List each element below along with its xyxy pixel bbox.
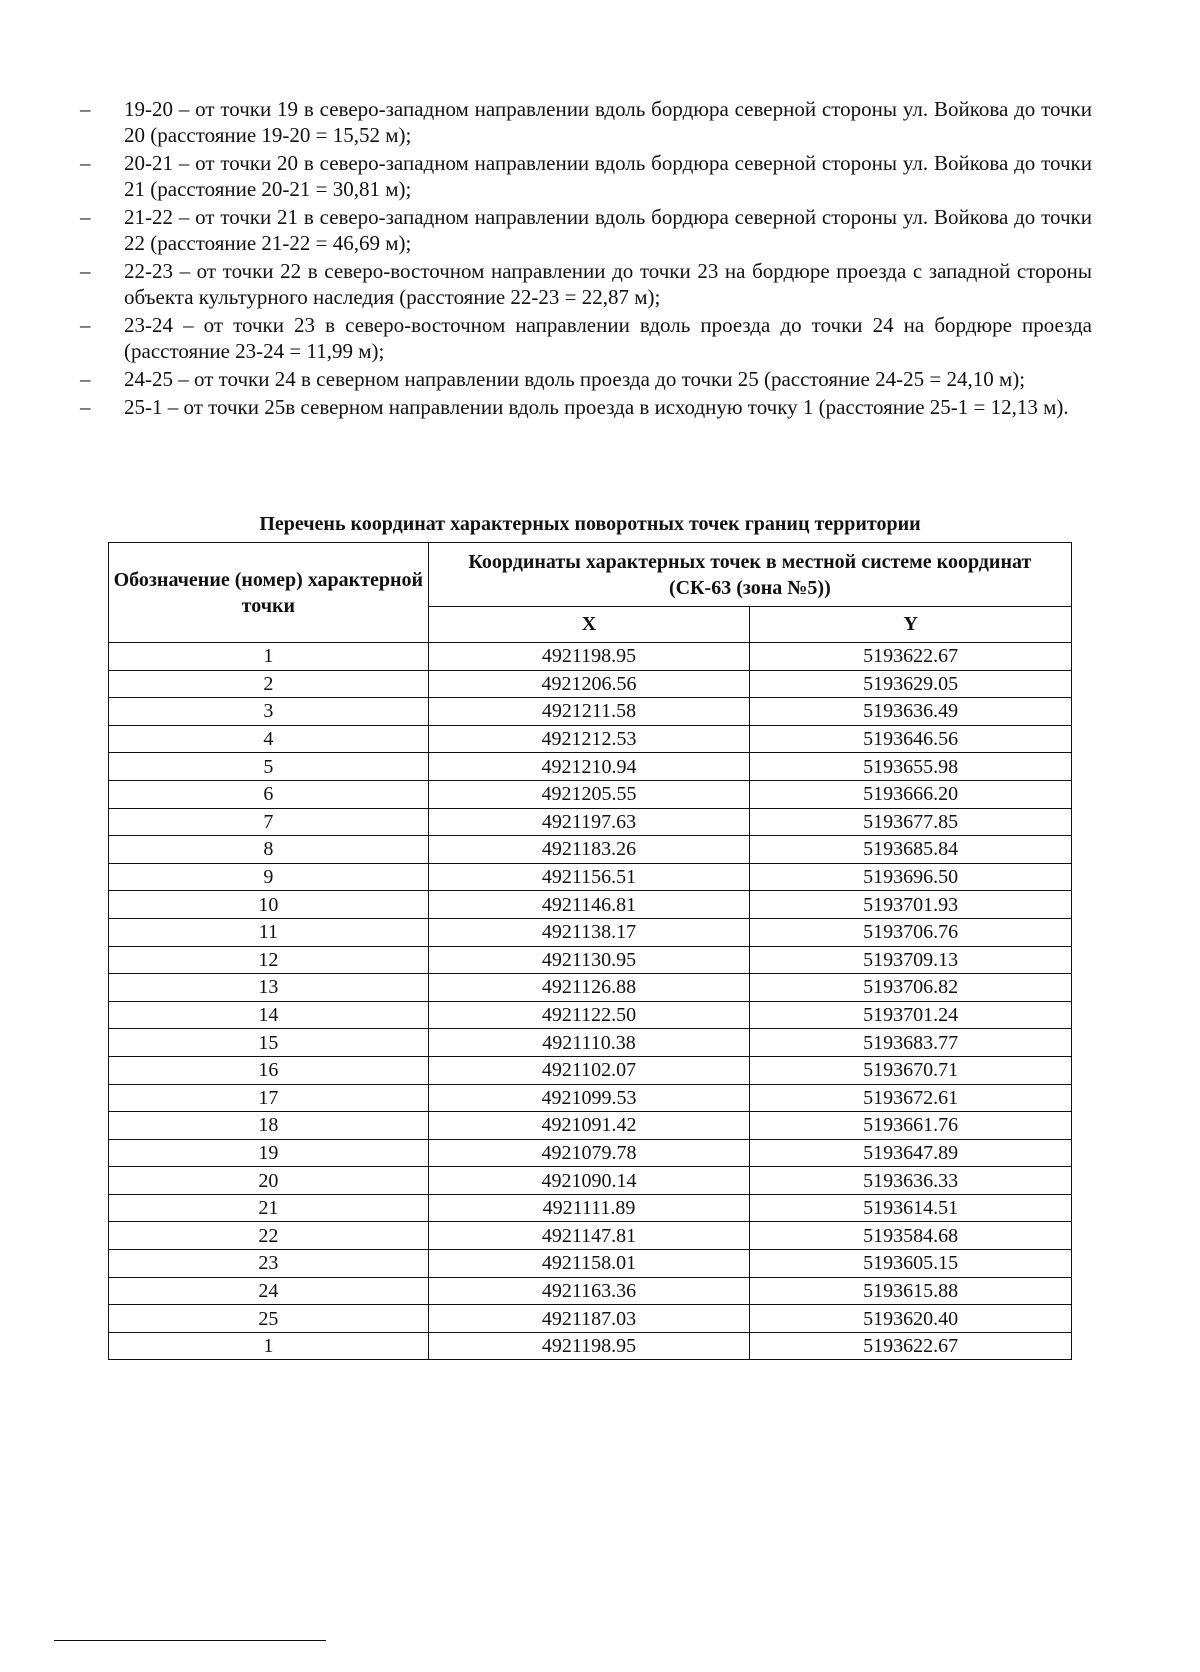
x-coordinate-cell: 4921146.81 bbox=[428, 891, 750, 919]
y-coordinate-cell: 5193696.50 bbox=[750, 863, 1072, 891]
list-item-text: 24-25 – от точки 24 в северном направлении вдоль проезда до точки 25 (расстояние 24-25 = 24,10 м); bbox=[124, 367, 1026, 391]
point-number-cell: 12 bbox=[109, 946, 429, 974]
list-item-text: 19-20 – от точки 19 в северо-западном направлении вдоль бордюра северной стороны ул. Войкова до точки 20 (расстояние 19-20 = 15,52 м); bbox=[124, 97, 1092, 147]
y-coordinate-cell: 5193614.51 bbox=[750, 1194, 1072, 1222]
x-coordinate-cell: 4921091.42 bbox=[428, 1112, 750, 1140]
point-number-cell: 25 bbox=[109, 1305, 429, 1333]
x-coordinate-cell: 4921130.95 bbox=[428, 946, 750, 974]
footnote-separator bbox=[54, 1640, 326, 1641]
x-coordinate-cell: 4921099.53 bbox=[428, 1084, 750, 1112]
list-item-text: 23-24 – от точки 23 в северо-восточном направлении вдоль проезда до точки 24 на бордюре проезда (расстояние 23-24 = 11,99 м); bbox=[124, 313, 1092, 363]
point-number-cell: 11 bbox=[109, 918, 429, 946]
table-row bbox=[109, 1194, 1072, 1222]
x-coordinate-cell: 4921212.53 bbox=[428, 725, 750, 753]
point-number-cell: 22 bbox=[109, 1222, 429, 1250]
table-row bbox=[109, 1056, 1072, 1084]
table-row bbox=[109, 974, 1072, 1002]
x-coordinate-cell: 4921198.95 bbox=[428, 643, 750, 671]
x-coordinate-cell: 4921206.56 bbox=[428, 670, 750, 698]
point-number-cell: 15 bbox=[109, 1029, 429, 1057]
table-row bbox=[109, 1167, 1072, 1195]
table-row bbox=[109, 753, 1072, 781]
point-number-cell: 23 bbox=[109, 1250, 429, 1278]
y-coordinate-cell: 5193672.61 bbox=[750, 1084, 1072, 1112]
y-coordinate-cell: 5193706.76 bbox=[750, 918, 1072, 946]
table-title: Перечень координат характерных поворотных точек границ территории bbox=[259, 513, 921, 535]
x-coordinate-cell: 4921138.17 bbox=[428, 918, 750, 946]
y-coordinate-cell: 5193661.76 bbox=[750, 1112, 1072, 1140]
y-coordinate-cell: 5193636.49 bbox=[750, 698, 1072, 726]
y-coordinate-cell: 5193701.93 bbox=[750, 891, 1072, 919]
list-item bbox=[80, 96, 1092, 148]
table-row bbox=[109, 643, 1072, 671]
point-number-cell: 6 bbox=[109, 780, 429, 808]
table-row bbox=[109, 1250, 1072, 1278]
y-coordinate-cell: 5193647.89 bbox=[750, 1139, 1072, 1167]
point-number-cell: 7 bbox=[109, 808, 429, 836]
list-dash: – bbox=[80, 367, 91, 391]
point-number-cell: 14 bbox=[109, 1001, 429, 1029]
list-item bbox=[80, 366, 1092, 392]
list-item-text: 21-22 – от точки 21 в северо-западном направлении вдоль бордюра северной стороны ул. Войкова до точки 22 (расстояние 21-22 = 46,69 м); bbox=[124, 205, 1092, 255]
point-number-cell: 19 bbox=[109, 1139, 429, 1167]
x-coordinate-cell: 4921111.89 bbox=[428, 1194, 750, 1222]
point-number-cell: 10 bbox=[109, 891, 429, 919]
table-row bbox=[109, 1001, 1072, 1029]
y-coordinate-cell: 5193605.15 bbox=[750, 1250, 1072, 1278]
list-item-text: 25-1 – от точки 25в северном направлении вдоль проезда в исходную точку 1 (расстояние 25-1 = 12,13 м). bbox=[124, 395, 1069, 419]
table-row bbox=[109, 1277, 1072, 1305]
table-row bbox=[109, 891, 1072, 919]
y-coordinate-cell: 5193636.33 bbox=[750, 1167, 1072, 1195]
point-number-cell: 21 bbox=[109, 1194, 429, 1222]
x-coordinate-cell: 4921110.38 bbox=[428, 1029, 750, 1057]
point-number-cell: 13 bbox=[109, 974, 429, 1002]
coordinates-table-body bbox=[109, 643, 1072, 1360]
list-dash: – bbox=[80, 313, 91, 337]
table-row bbox=[109, 698, 1072, 726]
x-coordinate-cell: 4921163.36 bbox=[428, 1277, 750, 1305]
table-row bbox=[109, 670, 1072, 698]
table-row bbox=[109, 1305, 1072, 1333]
point-number-cell: 2 bbox=[109, 670, 429, 698]
point-number-cell: 8 bbox=[109, 836, 429, 864]
boundary-description-list bbox=[80, 96, 1092, 422]
y-coordinate-cell: 5193685.84 bbox=[750, 836, 1072, 864]
header-x: X bbox=[428, 607, 750, 643]
point-number-cell: 3 bbox=[109, 698, 429, 726]
y-coordinate-cell: 5193701.24 bbox=[750, 1001, 1072, 1029]
list-item bbox=[80, 394, 1092, 420]
x-coordinate-cell: 4921210.94 bbox=[428, 753, 750, 781]
y-coordinate-cell: 5193629.05 bbox=[750, 670, 1072, 698]
x-coordinate-cell: 4921205.55 bbox=[428, 780, 750, 808]
x-coordinate-cell: 4921147.81 bbox=[428, 1222, 750, 1250]
point-number-cell: 18 bbox=[109, 1112, 429, 1140]
header-point-number: Обозначение (номер) характерной точки bbox=[109, 543, 429, 643]
table-row bbox=[109, 863, 1072, 891]
x-coordinate-cell: 4921198.95 bbox=[428, 1332, 750, 1360]
point-number-cell: 4 bbox=[109, 725, 429, 753]
x-coordinate-cell: 4921102.07 bbox=[428, 1056, 750, 1084]
x-coordinate-cell: 4921187.03 bbox=[428, 1305, 750, 1333]
y-coordinate-cell: 5193655.98 bbox=[750, 753, 1072, 781]
table-row bbox=[109, 1112, 1072, 1140]
point-number-cell: 1 bbox=[109, 643, 429, 671]
point-number-cell: 16 bbox=[109, 1056, 429, 1084]
table-row bbox=[109, 1029, 1072, 1057]
x-coordinate-cell: 4921211.58 bbox=[428, 698, 750, 726]
list-dash: – bbox=[80, 205, 91, 229]
table-row bbox=[109, 918, 1072, 946]
x-coordinate-cell: 4921079.78 bbox=[428, 1139, 750, 1167]
y-coordinate-cell: 5193677.85 bbox=[750, 808, 1072, 836]
y-coordinate-cell: 5193620.40 bbox=[750, 1305, 1072, 1333]
list-item bbox=[80, 150, 1092, 202]
table-row bbox=[109, 808, 1072, 836]
point-number-cell: 5 bbox=[109, 753, 429, 781]
list-dash: – bbox=[80, 97, 91, 121]
list-dash: – bbox=[80, 151, 91, 175]
table-row bbox=[109, 1139, 1072, 1167]
y-coordinate-cell: 5193666.20 bbox=[750, 780, 1072, 808]
coordinates-table bbox=[108, 542, 1072, 1360]
point-number-cell: 20 bbox=[109, 1167, 429, 1195]
point-number-cell: 1 bbox=[109, 1332, 429, 1360]
y-coordinate-cell: 5193584.68 bbox=[750, 1222, 1072, 1250]
list-item bbox=[80, 258, 1092, 310]
table-row bbox=[109, 1084, 1072, 1112]
table-row bbox=[109, 1222, 1072, 1250]
y-coordinate-cell: 5193709.13 bbox=[750, 946, 1072, 974]
list-dash: – bbox=[80, 395, 91, 419]
table-row bbox=[109, 725, 1072, 753]
table-row bbox=[109, 1332, 1072, 1360]
table-row bbox=[109, 780, 1072, 808]
y-coordinate-cell: 5193646.56 bbox=[750, 725, 1072, 753]
table-row bbox=[109, 836, 1072, 864]
point-number-cell: 24 bbox=[109, 1277, 429, 1305]
x-coordinate-cell: 4921183.26 bbox=[428, 836, 750, 864]
table-row bbox=[109, 946, 1072, 974]
list-item-text: 20-21 – от точки 20 в северо-западном направлении вдоль бордюра северной стороны ул. Войкова до точки 21 (расстояние 20-21 = 30,81 м); bbox=[124, 151, 1092, 201]
header-coordinates: Координаты характерных точек в местной системе координат (СК-63 (зона №5)) bbox=[428, 543, 1071, 607]
x-coordinate-cell: 4921158.01 bbox=[428, 1250, 750, 1278]
x-coordinate-cell: 4921090.14 bbox=[428, 1167, 750, 1195]
y-coordinate-cell: 5193622.67 bbox=[750, 1332, 1072, 1360]
y-coordinate-cell: 5193622.67 bbox=[750, 643, 1072, 671]
list-item bbox=[80, 312, 1092, 364]
y-coordinate-cell: 5193670.71 bbox=[750, 1056, 1072, 1084]
y-coordinate-cell: 5193706.82 bbox=[750, 974, 1072, 1002]
y-coordinate-cell: 5193683.77 bbox=[750, 1029, 1072, 1057]
list-item-text: 22-23 – от точки 22 в северо-восточном направлении до точки 23 на бордюре проезда с западной стороны объекта культурного наследия (расстояние 22-23 = 22,87 м); bbox=[124, 259, 1092, 309]
list-item bbox=[80, 204, 1092, 256]
header-y: Y bbox=[750, 607, 1072, 643]
y-coordinate-cell: 5193615.88 bbox=[750, 1277, 1072, 1305]
x-coordinate-cell: 4921126.88 bbox=[428, 974, 750, 1002]
x-coordinate-cell: 4921197.63 bbox=[428, 808, 750, 836]
list-dash: – bbox=[80, 259, 91, 283]
point-number-cell: 17 bbox=[109, 1084, 429, 1112]
x-coordinate-cell: 4921156.51 bbox=[428, 863, 750, 891]
x-coordinate-cell: 4921122.50 bbox=[428, 1001, 750, 1029]
point-number-cell: 9 bbox=[109, 863, 429, 891]
